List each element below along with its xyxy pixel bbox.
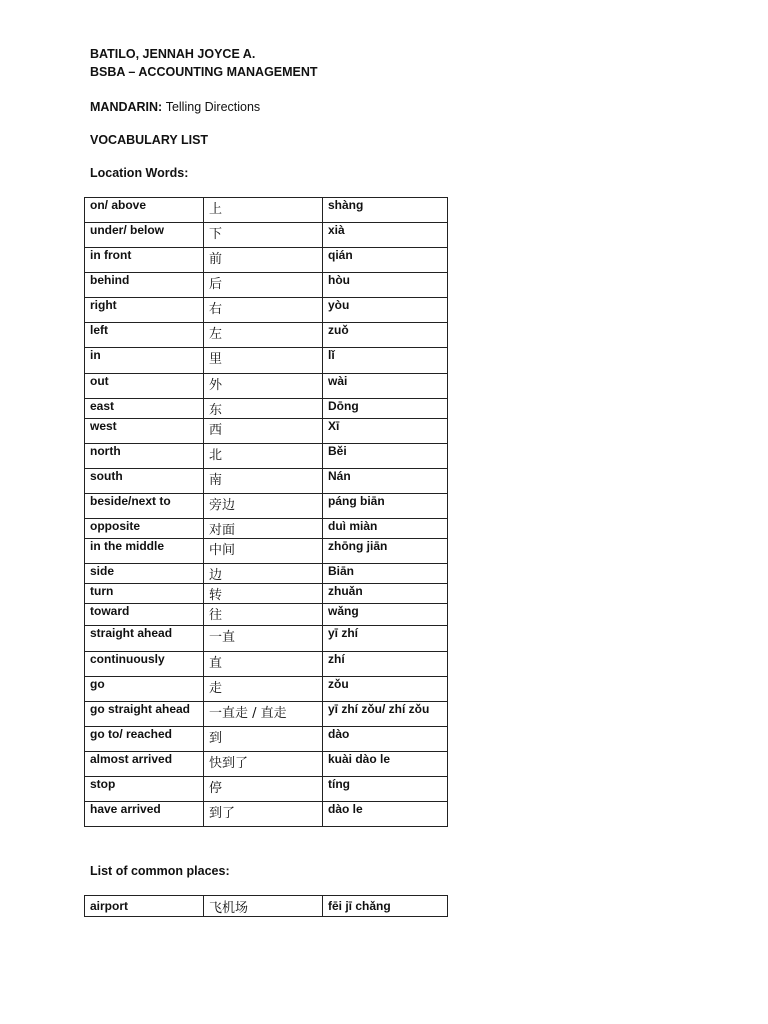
pinyin-term: fēi jī chǎng [323,896,448,917]
chinese-term: 到 [204,727,323,752]
pinyin-term: dào [323,727,448,752]
table-row [85,469,448,494]
english-term: out [85,374,204,399]
table-row [85,564,448,584]
pinyin-term: Xī [323,419,448,444]
table-row [85,752,448,777]
common-places-heading: List of common places: [90,864,230,878]
english-term: in [85,348,204,374]
pinyin-term: hòu [323,273,448,298]
table-row [85,374,448,399]
pinyin-term: tíng [323,777,448,802]
pinyin-term: Nán [323,469,448,494]
english-term: continuously [85,652,204,677]
pinyin-term: zhí [323,652,448,677]
table-row [85,419,448,444]
table-row [85,298,448,323]
chinese-term: 旁边 [204,494,323,519]
chinese-term: 到了 [204,802,323,827]
chinese-term: 西 [204,419,323,444]
english-term: in the middle [85,539,204,564]
table-row [85,248,448,273]
chinese-term: 中间 [204,539,323,564]
english-term: stop [85,777,204,802]
table-row [85,802,448,827]
pinyin-term: wài [323,374,448,399]
english-term: in front [85,248,204,273]
english-term: toward [85,604,204,626]
table-row [85,399,448,419]
pinyin-term: xià [323,223,448,248]
chinese-term: 左 [204,323,323,348]
table-row [85,727,448,752]
chinese-term: 外 [204,374,323,399]
pinyin-term: wǎng [323,604,448,626]
english-term: east [85,399,204,419]
chinese-term: 对面 [204,519,323,539]
vocabulary-list-title: VOCABULARY LIST [90,133,209,147]
english-term: behind [85,273,204,298]
english-term: go [85,677,204,702]
table-row [85,348,448,374]
common-places-table [84,895,448,917]
table-row [85,896,448,917]
chinese-term: 往 [204,604,323,626]
subject-label: MANDARIN: [90,100,163,114]
chinese-term: 前 [204,248,323,273]
chinese-term: 后 [204,273,323,298]
english-term: under/ below [85,223,204,248]
table-row [85,604,448,626]
english-term: almost arrived [85,752,204,777]
pinyin-term: shàng [323,198,448,223]
pinyin-term: lǐ [323,348,448,374]
table-row [85,198,448,223]
chinese-term: 东 [204,399,323,419]
chinese-term: 停 [204,777,323,802]
chinese-term: 右 [204,298,323,323]
english-term: go to/ reached [85,727,204,752]
pinyin-term: qián [323,248,448,273]
chinese-term: 直 [204,652,323,677]
table-row [85,677,448,702]
chinese-term: 一直 [204,626,323,652]
chinese-term: 快到了 [204,752,323,777]
location-words-heading: Location Words: [90,166,189,180]
table-row [85,626,448,652]
english-term: beside/next to [85,494,204,519]
pinyin-term: duì miàn [323,519,448,539]
location-words-table [84,197,448,827]
chinese-term: 上 [204,198,323,223]
english-term: airport [85,896,204,917]
pinyin-term: Běi [323,444,448,469]
table-row [85,519,448,539]
pinyin-term: dào le [323,802,448,827]
student-name: BATILO, JENNAH JOYCE A. [90,47,256,61]
english-term: on/ above [85,198,204,223]
english-term: go straight ahead [85,702,204,727]
table-row [85,702,448,727]
pinyin-term: páng biān [323,494,448,519]
english-term: north [85,444,204,469]
table-row [85,777,448,802]
english-term: straight ahead [85,626,204,652]
table-row [85,323,448,348]
table-row [85,494,448,519]
english-term: south [85,469,204,494]
pinyin-term: yī zhí [323,626,448,652]
pinyin-term: yòu [323,298,448,323]
table-row [85,652,448,677]
english-term: right [85,298,204,323]
pinyin-term: zhōng jiān [323,539,448,564]
table-row [85,444,448,469]
table-row [85,584,448,604]
chinese-term: 边 [204,564,323,584]
course-line: BSBA – ACCOUNTING MANAGEMENT [90,65,318,79]
chinese-term: 飞机场 [204,896,323,917]
pinyin-term: zhuǎn [323,584,448,604]
chinese-term: 南 [204,469,323,494]
table-row [85,539,448,564]
chinese-term: 里 [204,348,323,374]
table-row [85,273,448,298]
chinese-term: 走 [204,677,323,702]
pinyin-term: zuǒ [323,323,448,348]
subject-line [90,100,260,114]
chinese-term: 北 [204,444,323,469]
english-term: opposite [85,519,204,539]
pinyin-term: yī zhí zǒu/ zhí zǒu [323,702,448,727]
english-term: turn [85,584,204,604]
subject-topic: Telling Directions [165,100,261,114]
english-term: have arrived [85,802,204,827]
table-row [85,223,448,248]
chinese-term: 下 [204,223,323,248]
chinese-term: 转 [204,584,323,604]
english-term: left [85,323,204,348]
pinyin-term: Biān [323,564,448,584]
english-term: side [85,564,204,584]
pinyin-term: kuài dào le [323,752,448,777]
pinyin-term: Dōng [323,399,448,419]
english-term: west [85,419,204,444]
chinese-term: 一直走 / 直走 [204,702,323,727]
pinyin-term: zǒu [323,677,448,702]
